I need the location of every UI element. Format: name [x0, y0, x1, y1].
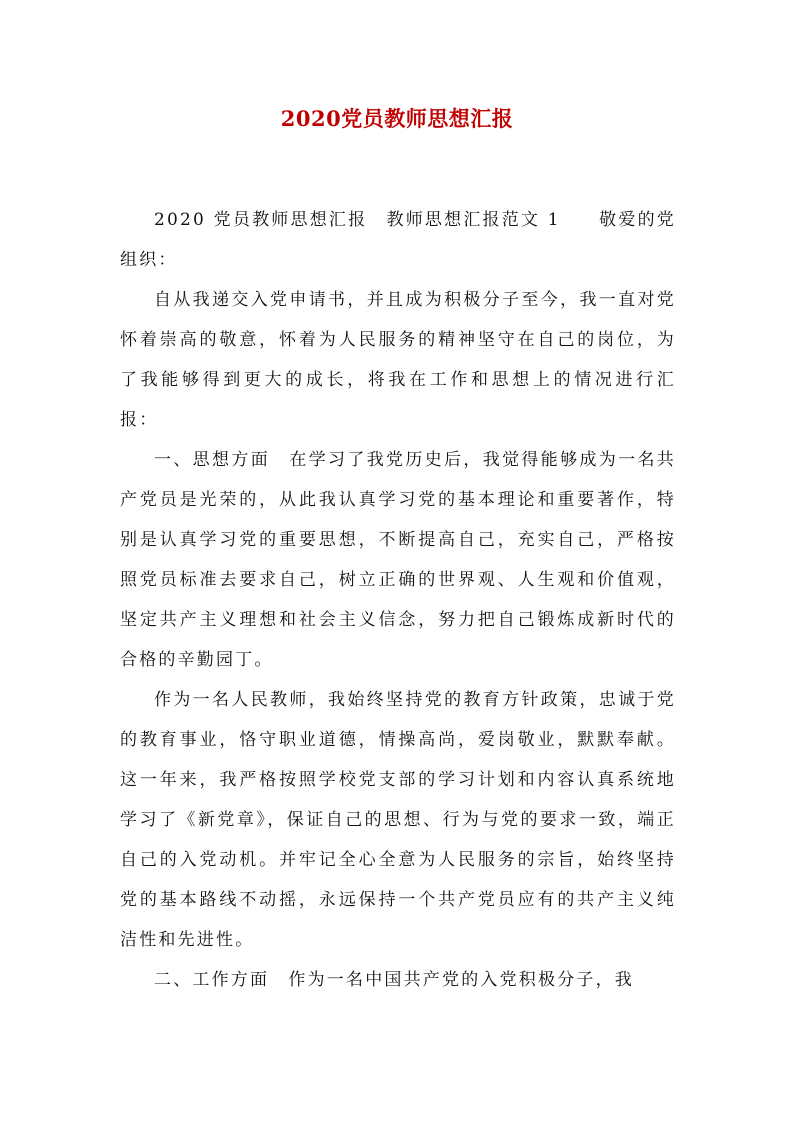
paragraph-salutation: 2020 党员教师思想汇报 教师思想汇报范文 1 敬爱的党组织：: [120, 210, 676, 270]
paragraph-thought: 一、思想方面 在学习了我党历史后，我觉得能够成为一名共产党员是光荣的，从此我认真学习党的基本理论和重要著作，特别是认真学习党的重要思想，不断提高自己，充实自己，严格按照党员标准去要求自己，树立正确的世界观、人生观和价值观，坚定共产主义理想和社会主义信念，努力把自己锻炼成新时代的合格的辛勤园丁。: [120, 450, 676, 670]
document-title: 2020党员教师思想汇报: [280, 106, 514, 131]
paragraph-intro: 自从我递交入党申请书，并且成为积极分子至今，我一直对党怀着崇高的敬意，怀着为人民服务的精神坚守在自己的岗位，为了我能够得到更大的成长，将我在工作和思想上的情况进行汇报：: [120, 290, 676, 430]
paragraph-teacher: 作为一名人民教师，我始终坚持党的教育方针政策，忠诚于党的教育事业，恪守职业道德，情操高尚，爱岗敬业，默默奉献。这一年来，我严格按照学校党支部的学习计划和内容认真系统地学习了《新党章》，保证自己的思想、行为与党的要求一致，端正自己的入党动机。并牢记全心全意为人民服务的宗旨，始终坚持党的基本路线不动摇，永远保持一个共产党员应有的共产主义纯洁性和先进性。: [120, 690, 676, 950]
document-body: [120, 200, 676, 1000]
paragraph-work: 二、工作方面 作为一名中国共产党的入党积极分子，我: [154, 970, 634, 990]
